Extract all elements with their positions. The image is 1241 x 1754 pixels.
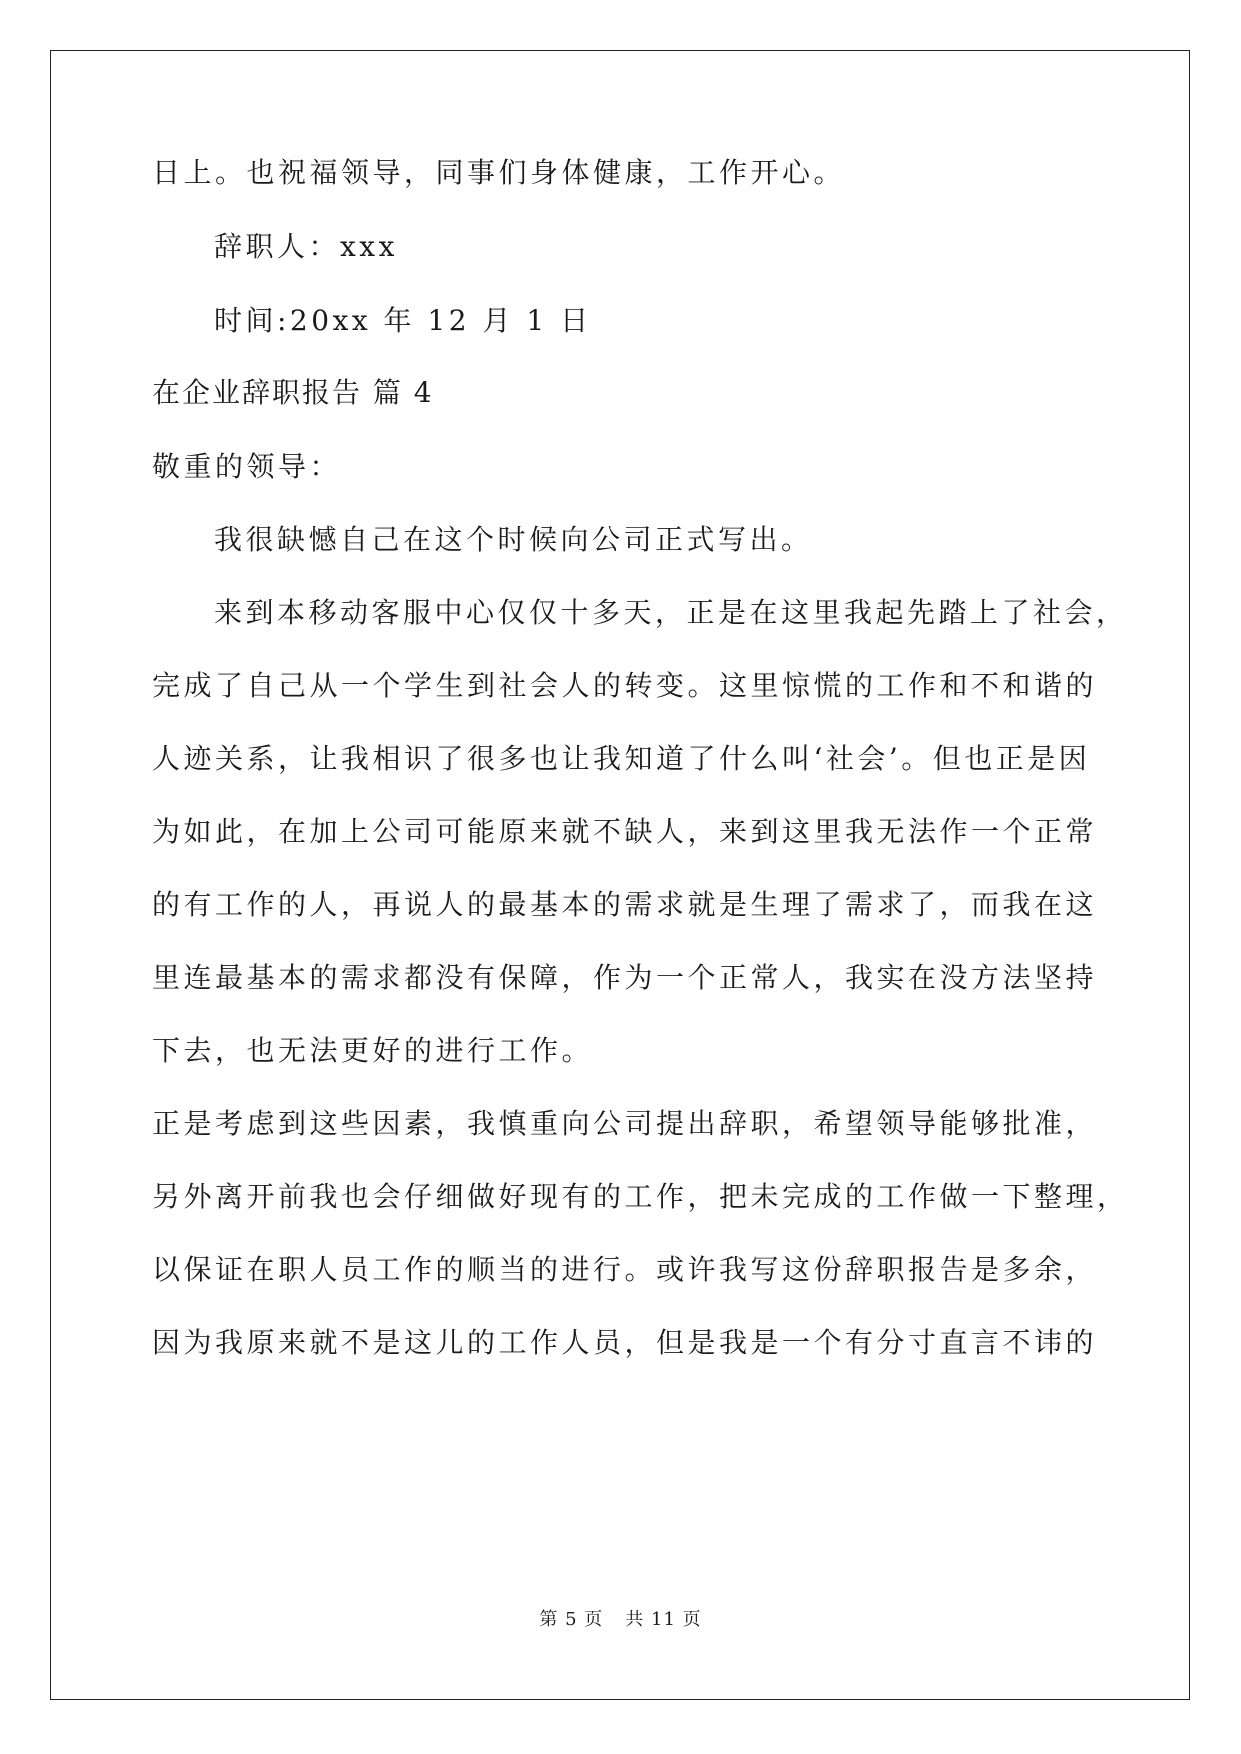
text-line: 另外离开前我也会仔细做好现有的工作，把未完成的工作做一下整理， (152, 1180, 1129, 1213)
page-border (50, 50, 1190, 1700)
text-line: 正是考虑到这些因素，我慎重向公司提出辞职，希望领导能够批准， (152, 1107, 1098, 1140)
text-line: 为如此，在加上公司可能原来就不缺人，来到这里我无法作一个正常 (152, 815, 1098, 848)
page-total: 共 11 页 (625, 1609, 702, 1630)
section-heading: 在企业辞职报告 篇 4 (152, 376, 434, 409)
page-number: 第 5 页 (539, 1609, 604, 1630)
text-line: 我很缺憾自己在这个时候向公司正式写出。 (214, 523, 813, 556)
resigner-line: 辞职人：xxx (214, 230, 398, 263)
salutation: 敬重的领导： (152, 450, 342, 483)
text-line: 下去，也无法更好的进行工作。 (152, 1034, 594, 1067)
text-line: 因为我原来就不是这儿的工作人员，但是我是一个有分寸直言不讳的 (152, 1326, 1098, 1359)
page-footer (0, 1608, 1241, 1632)
text-line: 完成了自己从一个学生到社会人的转变。这里惊慌的工作和不和谐的 (152, 669, 1098, 702)
text-line: 的有工作的人，再说人的最基本的需求就是生理了需求了，而我在这 (152, 888, 1098, 921)
text-line: 以保证在职人员工作的顺当的进行。或许我写这份辞职报告是多余， (152, 1253, 1098, 1286)
text-line: 人迹关系，让我相识了很多也让我知道了什么叫‘社会’。但也正是因 (152, 742, 1091, 775)
text-line: 来到本移动客服中心仅仅十多天，正是在这里我起先踏上了社会， (214, 596, 1128, 629)
date-line: 时间:20xx 年 12 月 1 日 (214, 304, 592, 337)
text-line: 里连最基本的需求都没有保障，作为一个正常人，我实在没方法坚持 (152, 961, 1098, 994)
text-line: 日上。也祝福领导，同事们身体健康，工作开心。 (152, 156, 846, 189)
